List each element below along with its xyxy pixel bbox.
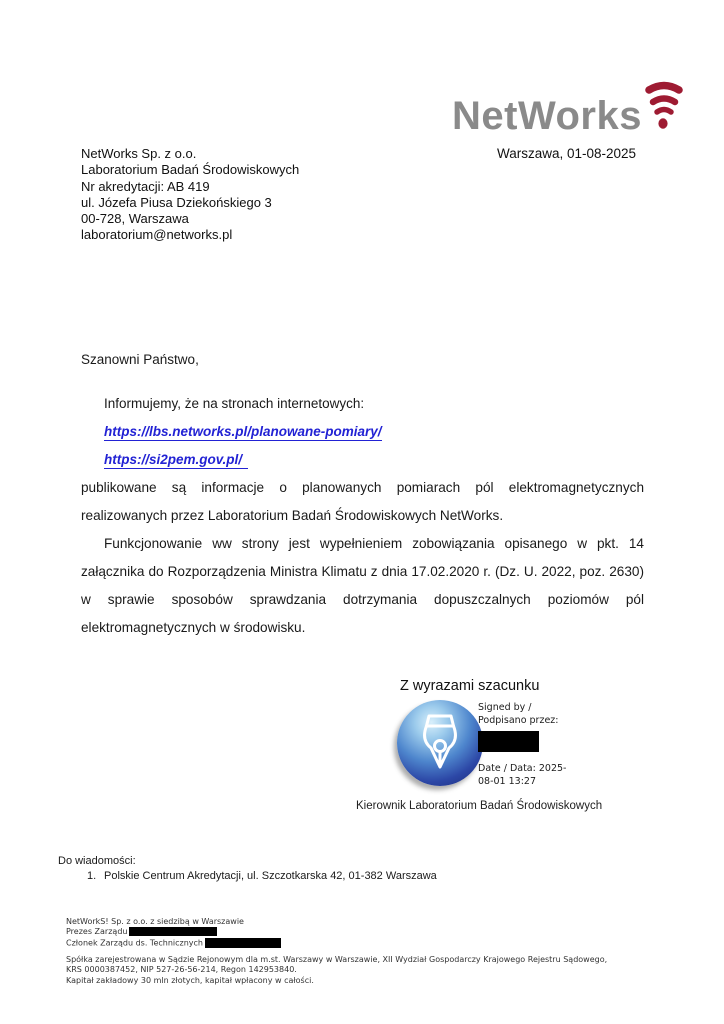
sender-line-email: laboratorium@networks.pl — [81, 227, 233, 243]
sender-line-city: 00-728, Warszawa — [81, 211, 189, 227]
redacted-member-name — [205, 938, 281, 948]
body-line: realizowanych przez Laboratorium Badań Środowiskowych NetWorks. — [81, 508, 504, 523]
footer-company-name: NetWorkS! Sp. z o.o. z siedzibą w Warszawie — [66, 917, 244, 926]
footer-registry-block — [66, 955, 607, 986]
body-line: załącznika do Rozporządzenia Ministra Klimatu z dnia 17.02.2020 r. (Dz. U. 2022, poz. 2630) — [81, 564, 644, 579]
signed-by-line2: Podpisano przez: — [478, 715, 559, 726]
footer-registry-line2: KRS 0000387452, NIP 527-26-56-214, Regon 142953840. — [66, 965, 297, 975]
link-si2pem[interactable]: https://si2pem.gov.pl/ — [104, 452, 248, 469]
body-line: elektromagnetycznych w środowisku. — [81, 620, 306, 635]
sender-line-street: ul. Józefa Piusa Dziekońskiego 3 — [81, 194, 272, 210]
place-date-line: Warszawa, 01-08-2025 — [497, 146, 637, 161]
signal-waves-icon — [645, 80, 683, 137]
footer-registry-line3: Kapitał zakładowy 30 mln złotych, kapitał wpłacony w całości. — [66, 975, 314, 985]
cc-item — [87, 870, 437, 882]
signature-date-line2: 08-01 13:27 — [478, 776, 537, 787]
sender-line-lab: Laboratorium Badań Środowiskowych — [81, 162, 300, 178]
footer-member-line — [66, 938, 281, 949]
redacted-signer-name — [478, 731, 539, 752]
sender-address-block — [81, 146, 299, 244]
salutation: Szanowni Państwo, — [81, 352, 199, 367]
sender-line-company: NetWorks Sp. z o.o. — [81, 146, 197, 161]
signed-by-label — [478, 701, 558, 727]
body-line: Funkcjonowanie ww strony jest wypełnieniem zobowiązania opisanego w pkt. 14 — [104, 536, 644, 551]
body-text — [81, 474, 644, 642]
redacted-president-name — [129, 927, 217, 936]
intro-sentence: Informujemy, że na stronach internetowych: — [104, 396, 365, 411]
signature-date — [478, 762, 566, 788]
body-line: w sprawie sposobów sprawdzania dotrzymania dopuszczalnych poziomów pól — [81, 592, 644, 607]
footer-company-block — [66, 917, 281, 948]
body-line: publikowane są informacje o planowanych pomiarach pól elektromagnetycznych — [81, 480, 644, 495]
networks-logo — [452, 80, 683, 138]
signed-by-line1: Signed by / — [478, 702, 532, 713]
signer-role: Kierownik Laboratorium Badań Środowiskowych — [356, 800, 603, 812]
link-planowane-pomiary[interactable]: https://lbs.networks.pl/planowane-pomiary/ — [104, 424, 382, 439]
footer-president-label: Prezes Zarządu — [66, 927, 128, 937]
cc-item-number: 1. — [87, 870, 97, 882]
closing-salutation: Z wyrazami szacunku — [400, 678, 540, 694]
cc-heading: Do wiadomości: — [58, 855, 136, 867]
logo-wordmark: NetWorks — [452, 94, 642, 138]
footer-president-line — [66, 927, 281, 937]
footer-member-label: Członek Zarządu ds. Technicznych — [66, 938, 203, 948]
cc-item-text: Polskie Centrum Akredytacji, ul. Szczotkarska 42, 01-382 Warszawa — [104, 870, 437, 882]
footer-registry-line1: Spółka zarejestrowana w Sądzie Rejonowym dla m.st. Warszawy w Warszawie, XII Wydział Gospodarczy Krajowego Rejestru Sądowego, — [66, 955, 608, 964]
pen-nib-icon — [397, 700, 483, 786]
signature-date-line1: Date / Data: 2025- — [478, 763, 567, 774]
sender-line-accreditation: Nr akredytacji: AB 419 — [81, 178, 210, 194]
